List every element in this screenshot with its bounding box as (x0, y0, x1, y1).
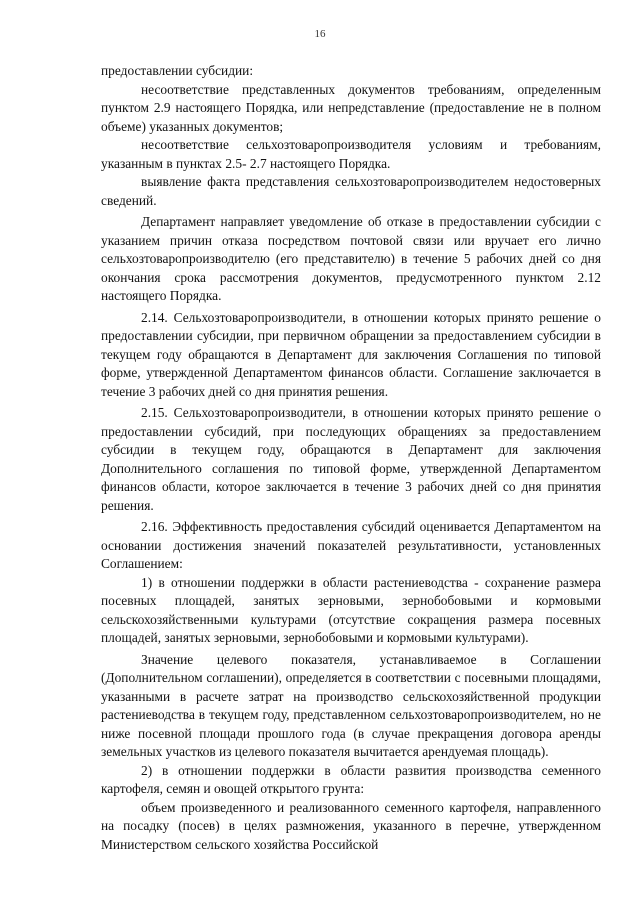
paragraph-9: 1) в отношении поддержки в области растениеводства - сохранение размера посевных площадей, занятых зерновыми, зернобобовыми и кормовыми сельскохозяйственными культурами (отсутствие сокращения размера посевных площадей, занятых зерновыми, зернобобовыми и кормовыми культурами). (101, 574, 601, 645)
paragraph-4: выявление факта представления сельхозтоваропроизводителем недостоверных сведений. (101, 174, 601, 208)
page-number: 16 (314, 28, 326, 40)
paragraph-11: 2) в отношении поддержки в области развития производства семенного картофеля, семян и овощей открытого грунта: (101, 762, 601, 796)
document-body (101, 62, 601, 854)
paragraph-1: предоставлении субсидии: (101, 63, 254, 78)
paragraph-3: несоответствие сельхозтоваропроизводителя условиям и требованиям, указанным в пунктах 2.5- 2.7 настоящего Порядка. (101, 137, 601, 171)
paragraph-5: Департамент направляет уведомление об отказе в предоставлении субсидии с указанием причин отказа посредством почтовой связи или вручает его лично сельхозтоваропроизводителю (его представителю) в течение 5 рабочих дней со дня окончания срока рассмотрения документов, предусмотренного пунктом 2.12 настоящего Порядка. (101, 214, 601, 303)
paragraph-7: 2.15. Сельхозтоваропроизводители, в отношении которых принято решение о предоставлении субсидий, при последующих обращениях за предоставлением субсидии в текущем году, обращаются в Департамент для заключения Дополнительного соглашения по типовой форме, утвержденной Департаментом финансов области, которое заключается в течение 3 рабочих дней со дня принятия решения. (101, 405, 601, 513)
paragraph-8: 2.16. Эффективность предоставления субсидий оценивается Департаментом на основании достижения значений показателей результативности, установленных Соглашением: (101, 519, 601, 571)
paragraph-6: 2.14. Сельхозтоваропроизводители, в отношении которых принято решение о предоставлении субсидии, при первичном обращении за предоставлением субсидии в текущем году обращаются в Департамент для заключения Соглашения по типовой форме, утвержденной Департаментом финансов области. Соглашение заключается в течение 3 рабочих дней со дня принятия решения. (101, 309, 601, 399)
paragraph-10: Значение целевого показателя, устанавливаемое в Соглашении (Дополнительном соглашении), определяется в соответствии с посевными площадями, указанными в расчете затрат на производство сельскохозяйственной продукции растениеводства в текущем году, представленном сельхозтоваропроизводителем, но не ниже посевной площади прошлого года (в случае прекращения договора аренды земельных участков из целевого показателя вычитается арендуемая площадь). (101, 651, 601, 759)
paragraph-2: несоответствие представленных документов требованиям, определенным пунктом 2.9 настоящего Порядка, или непредставление (предоставление не в полном объеме) указанных документов; (101, 81, 601, 134)
paragraph-12: объем произведенного и реализованного семенного картофеля, направленного на посадку (посев) в целях размножения, указанного в перечне, утвержденном Министерством сельского хозяйства Российской (101, 799, 601, 852)
